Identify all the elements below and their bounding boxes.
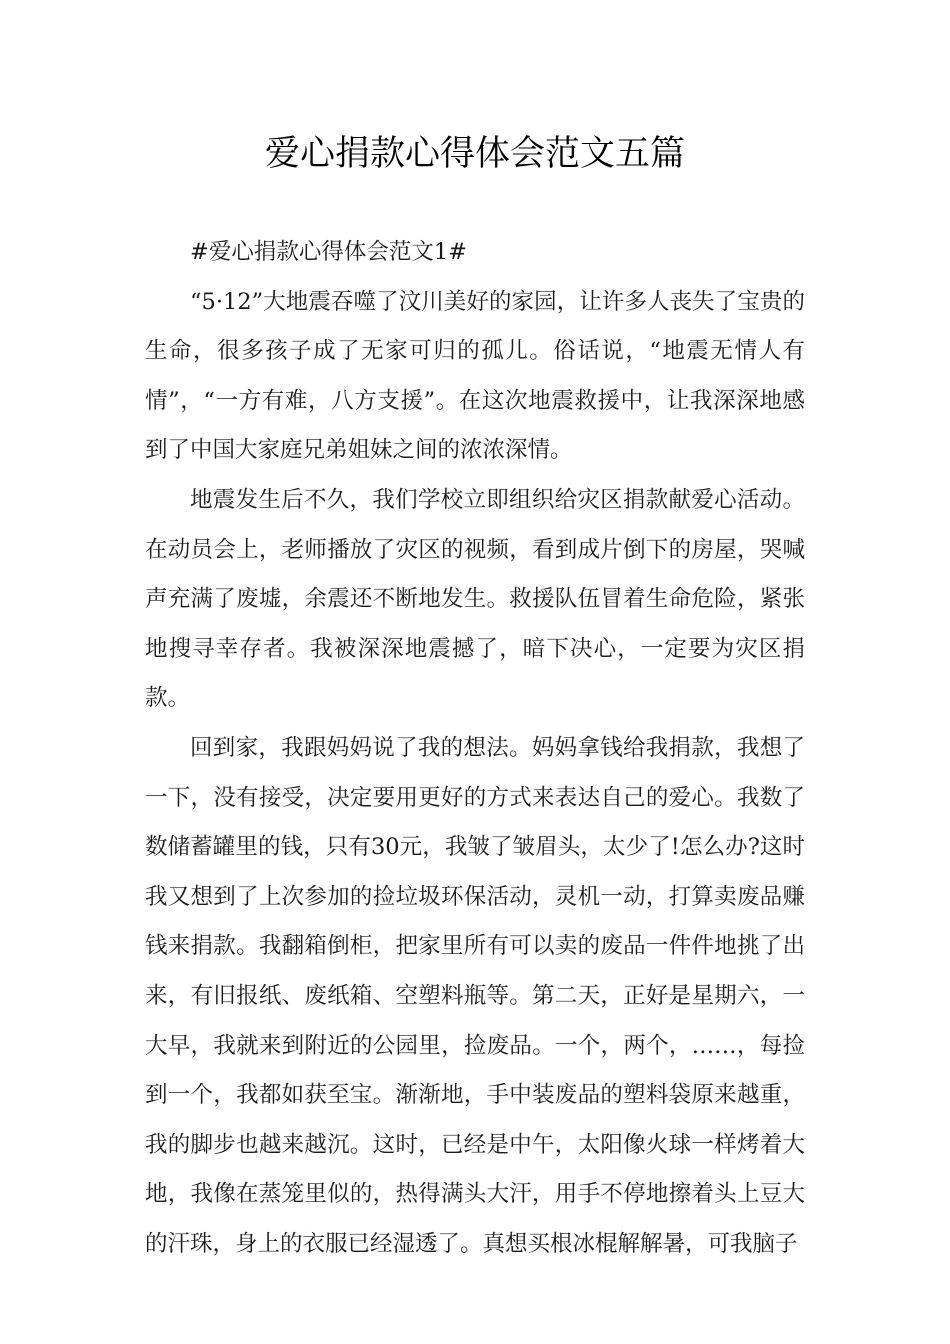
document-body — [145, 228, 805, 1269]
document-title: 爱心捐款心得体会范文五篇 — [264, 134, 685, 174]
paragraph-1: “5·12”大地震吞噬了汶川美好的家园，让许多人丧失了宝贵的生命，很多孩子成了无家可归的孤儿。俗话说，“地震无情人有情”，“一方有难，八方支援”。在这次地震救援中，让我深深地感到了中国大家庭兄弟姐妹之间的浓浓深情。 — [145, 288, 805, 464]
paragraph-2: 地震发生后不久，我们学校立即组织给灾区捐款献爱心活动。在动员会上，老师播放了灾区的视频，看到成片倒下的房屋，哭喊声充满了废墟，余震还不断地发生。救援队伍冒着生命危险，紧张地搜寻幸存者。我被深深地震撼了，暗下决心，一定要为灾区捐款。 — [145, 486, 805, 712]
paragraph-3: 回到家，我跟妈妈说了我的想法。妈妈拿钱给我捐款，我想了一下，没有接受，决定要用更好的方式来表达自己的爱心。我数了数储蓄罐里的钱，只有30元，我皱了皱眉头，太少了!怎么办?这时我又想到了上次参加的捡垃圾环保活动，灵机一动，打算卖废品赚钱来捐款。我翻箱倒柜，把家里所有可以卖的废品一件件地挑了出来，有旧报纸、废纸箱、空塑料瓶等。第二天，正好是星期六，一大早，我就来到附近的公园里，捡废品。一个，两个，……，每捡到一个，我都如获至宝。渐渐地，手中装废品的塑料袋原来越重，我的脚步也越来越沉。这时，已经是中午，太阳像火球一样烤着大地，我像在蒸笼里似的，热得满头大汗，用手不停地擦着头上豆大的汗珠，身上的衣服已经湿透了。真想买根冰棍解解暑，可我脑子 — [145, 734, 805, 1257]
section-heading: #爱心捐款心得体会范文1# — [190, 239, 468, 265]
